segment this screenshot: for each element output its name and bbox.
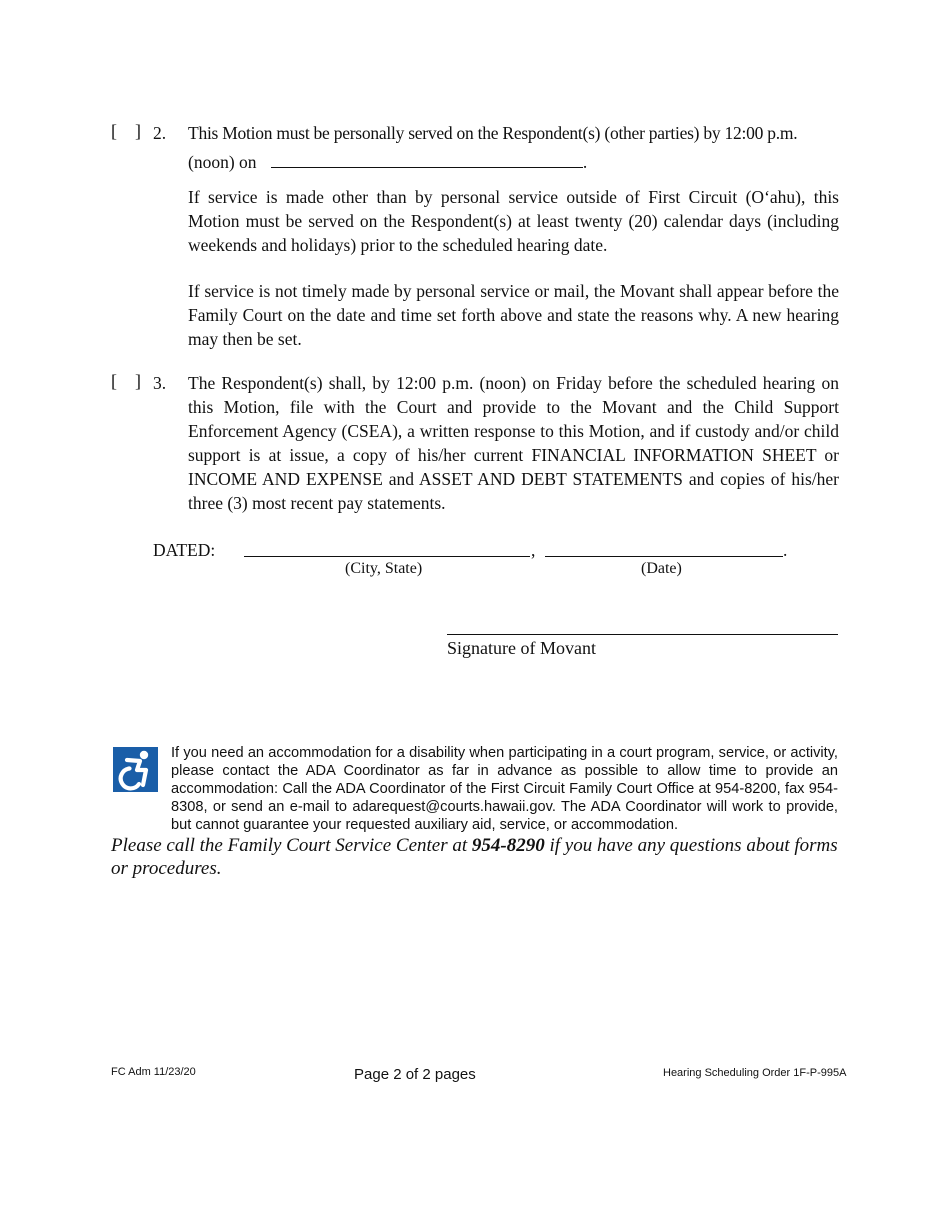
service-center-notice-after: if you have any questions about forms or procedures.	[111, 835, 838, 879]
item2-text-line1: This Motion must be personally served on the Respondent(s) (other parties) by 12:00 p.m.	[188, 123, 798, 143]
signature-line[interactable]	[447, 634, 838, 635]
item2-text-line2	[188, 150, 587, 174]
footer-page-number: Page 2 of 2 pages	[354, 1066, 476, 1083]
item3-number: 3.	[153, 373, 167, 393]
item2-paragraph-service-outside: If service is made other than by personal service outside of First Circuit (O‘ahu), this Motion must be served on the Respondent(s) at least twenty (20) calendar days (including weekends and holidays) prior to the scheduled hearing date.	[188, 187, 839, 255]
signature-caption: Signature of Movant	[447, 638, 596, 658]
item2-paragraph-not-timely: If service is not timely made by personal service or mail, the Movant shall appear before the Family Court on the date and time set forth above and state the reasons why. A new hearing may then be set.	[188, 281, 839, 349]
accessibility-icon	[113, 747, 158, 792]
dated-comma: ,	[531, 540, 536, 560]
item2-noon-label: (noon) on	[188, 152, 257, 172]
service-center-phone: 954-8290	[471, 835, 545, 856]
date-caption: (Date)	[641, 560, 682, 577]
dated-label: DATED:	[153, 540, 216, 560]
footer-form-code: FC Adm 11/23/20	[111, 1066, 196, 1078]
service-center-notice	[111, 834, 840, 880]
dated-period: .	[783, 540, 788, 560]
item2-date-blank[interactable]	[271, 153, 583, 168]
city-state-caption: (City, State)	[345, 560, 423, 577]
item3-checkbox[interactable]: [ ]	[111, 371, 141, 391]
item2-number: 2.	[153, 123, 167, 143]
item3-paragraph: The Respondent(s) shall, by 12:00 p.m. (noon) on Friday before the scheduled hearing on this Motion, file with the Court and provide to the Movant and the Child Support Enforcement Agency (CSEA), a written response to this Motion, and if custody and/or child support is at issue, a copy of his/her current FINANCIAL INFORMATION SHEET or INCOME AND EXPENSE and ASSET AND DEBT STATEMENTS and copies of his/her three (3) most recent pay statements.	[188, 373, 839, 513]
ada-notice-text: If you need an accommodation for a disability when participating in a court program, service, or activity, please contact the ADA Coordinator as far in advance as possible to allow time to provide an accommodation: Call the ADA Coordinator of the First Circuit Family Court Office at 954-8200, fax 954-8308, or send an e-mail to adarequest@courts.hawaii.gov. The ADA Coordinator will work to provide, but cannot guarantee your requested auxiliary aid, service, or accommodation.	[171, 745, 838, 833]
item2-checkbox[interactable]: [ ]	[111, 121, 141, 141]
service-center-notice-before: Please call the Family Court Service Center at	[111, 835, 472, 856]
item2-blank-end: .	[582, 152, 588, 172]
footer-form-title: Hearing Scheduling Order 1F-P-995A	[663, 1067, 847, 1079]
